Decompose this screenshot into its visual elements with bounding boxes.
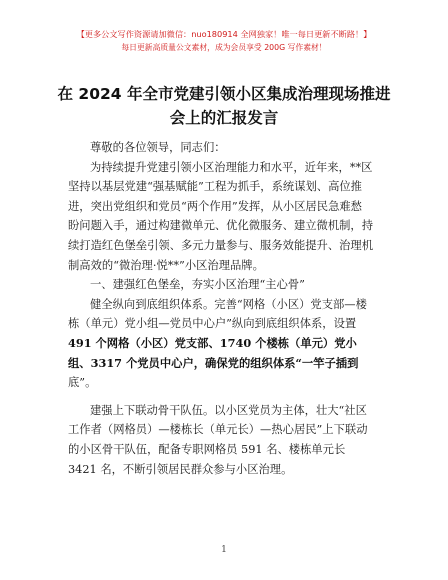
intro-line: 制高效的“微治理·悦**”小区治理品牌。: [68, 258, 264, 272]
intro-line: 坚持以基层党建“强基赋能”工程为抓手，系统谋划、高位推: [68, 180, 362, 194]
intro-line: 进，突出党组织和党员“两个作用”发挥，从小区居民急难愁: [68, 199, 362, 213]
section1-p1-line: 栋（单元）党小组—党员中心户”纵向到底组织体系，设置: [68, 317, 357, 331]
page-number: 1: [221, 545, 227, 555]
intro-line: 盼问题入手，通过构建微单元、优化微服务、建立微机制，持: [68, 219, 374, 233]
section1-p1-line: 组、3317 个党员中心户，确保党的组织体系“一竿子插到: [68, 355, 359, 370]
section1-p1-line: 底”。: [68, 376, 97, 390]
intro-line: 续打造红色堡垒引领、多元力量参与、服务效能提升、治理机: [68, 238, 374, 252]
section1-p2-line: 工作者（网格员）—楼栋长（单元长）—热心居民”上下联动: [68, 423, 368, 437]
document-title-line2: 会上的汇报发言: [169, 109, 279, 127]
document-title-line1: 在 2024 年全市党建引领小区集成治理现场推进: [57, 85, 391, 103]
salutation: 尊敬的各位领导，同志们：: [90, 141, 226, 154]
section1-p1-line: 健全纵向到底组织体系。完善“网格（小区）党支部—楼: [90, 297, 367, 311]
section1-heading: 一、建强红色堡垒，夯实小区治理“主心骨”: [90, 278, 305, 292]
promo-banner: [0, 28, 448, 54]
intro-line: 为持续提升党建引领小区治理能力和水平，近年来，**区: [90, 160, 373, 174]
section1-p2-line: 的小区骨干队伍，配备专职网格员 591 名、楼栋单元长: [68, 442, 346, 456]
section1-p2-line: 3421 名，不断引领居民群众参与小区治理。: [68, 462, 293, 476]
document-body: [68, 138, 384, 479]
promo-banner-line2: 每日更新高质量公文素材，成为会员享受 200G 写作素材！: [121, 43, 327, 52]
promo-banner-line1: 【更多公文写作资源请加微信：nuo180914 全网独家！唯一每日更新不断路！】: [76, 29, 372, 39]
section1-p2-line: 建强上下联动骨干队伍。以小区党员为主体，壮大“社区: [90, 403, 367, 417]
document-title: [40, 82, 408, 130]
section1-p1-line: 491 个网格（小区）党支部、1740 个楼栋（单元）党小: [68, 335, 357, 350]
